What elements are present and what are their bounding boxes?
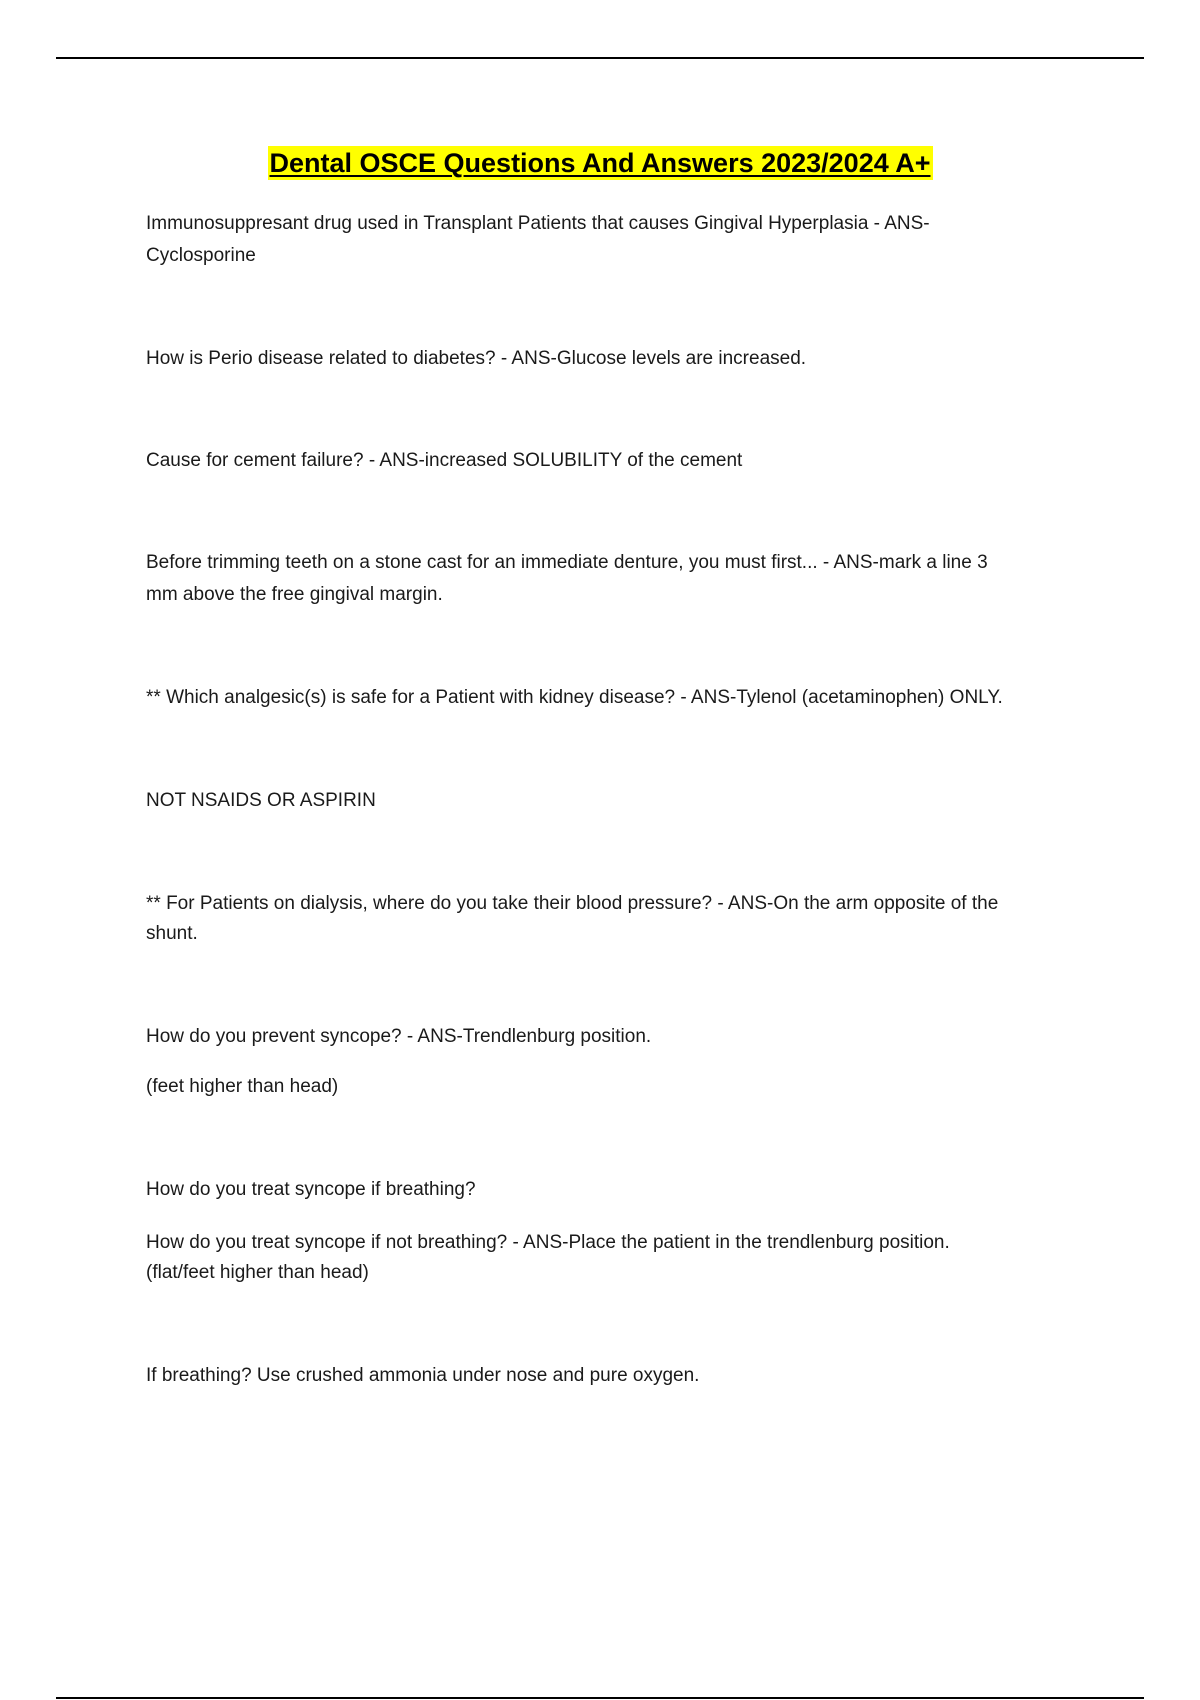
qa-line: mm above the free gingival margin. <box>146 584 443 605</box>
qa-line: NOT NSAIDS OR ASPIRIN <box>146 790 376 811</box>
qa-line: How do you prevent syncope? - ANS-Trendlenburg position. <box>146 1026 652 1047</box>
bottom-rule <box>56 1697 1144 1699</box>
qa-line: (feet higher than head) <box>146 1076 339 1097</box>
top-rule <box>56 57 1144 59</box>
qa-line: ** Which analgesic(s) is safe for a Patient with kidney disease? - ANS-Tylenol (acetaminophen) ONLY. <box>146 687 1003 708</box>
qa-line: How is Perio disease related to diabetes? - ANS-Glucose levels are increased. <box>146 348 807 369</box>
qa-line: (flat/feet higher than head) <box>146 1262 369 1283</box>
qa-line: Before trimming teeth on a stone cast for an immediate denture, you must first... - ANS-mark a line 3 <box>146 552 988 573</box>
title-container <box>0 146 1200 180</box>
qa-line: ** For Patients on dialysis, where do you take their blood pressure? - ANS-On the arm opposite of the <box>146 893 999 914</box>
qa-line: How do you treat syncope if not breathing? - ANS-Place the patient in the trendlenburg position. <box>146 1232 950 1253</box>
qa-line: How do you treat syncope if breathing? <box>146 1179 476 1200</box>
qa-line: Immunosuppresant drug used in Transplant Patients that causes Gingival Hyperplasia - ANS- <box>146 213 930 234</box>
qa-line: Cyclosporine <box>146 245 256 266</box>
document-title: Dental OSCE Questions And Answers 2023/2024 A+ <box>269 148 931 178</box>
qa-line: shunt. <box>146 923 198 944</box>
qa-line: If breathing? Use crushed ammonia under nose and pure oxygen. <box>146 1365 700 1386</box>
qa-line: Cause for cement failure? - ANS-increased SOLUBILITY of the cement <box>146 450 743 471</box>
